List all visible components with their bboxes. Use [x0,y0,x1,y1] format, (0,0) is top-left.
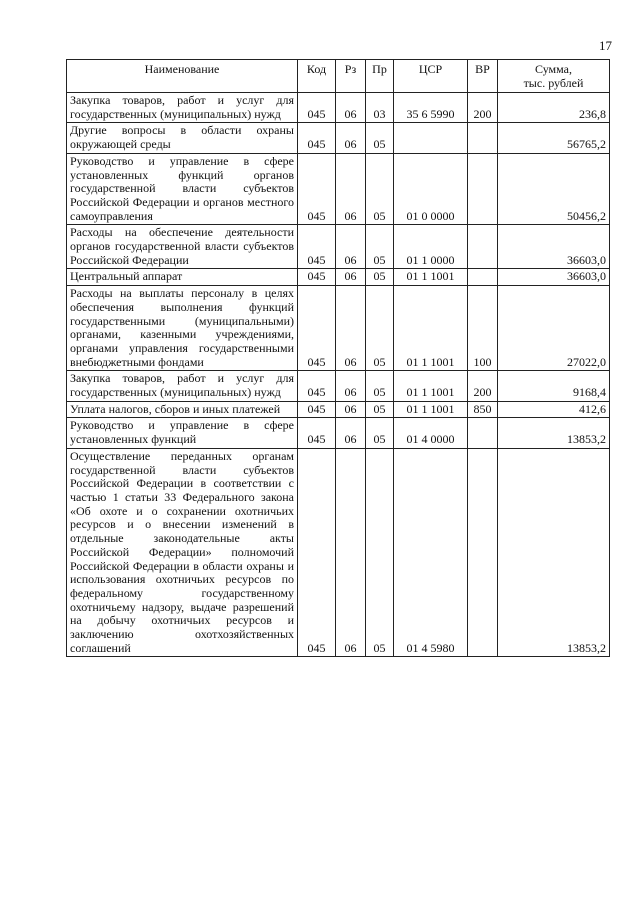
table-row [67,418,610,448]
table-row [67,448,610,657]
row-csr: 01 1 1001 [394,286,468,371]
row-pr: 03 [366,93,394,123]
row-name: Расходы на обеспечение деятельности органов государственной власти субъектов Российской Федерации [67,225,298,269]
row-vr [468,418,498,448]
row-vr [468,123,498,153]
row-sum: 412,6 [498,401,610,418]
row-pr: 05 [366,269,394,286]
row-csr: 01 4 5980 [394,448,468,657]
header-sum-line2: тыс. рублей [523,75,584,90]
row-vr [468,225,498,269]
row-csr: 01 0 0000 [394,153,468,225]
header-kod: Код [298,60,336,93]
row-rz: 06 [336,418,366,448]
row-pr: 05 [366,286,394,371]
row-csr: 01 1 1001 [394,269,468,286]
row-rz: 06 [336,371,366,401]
row-rz: 06 [336,225,366,269]
row-pr: 05 [366,448,394,657]
row-kod: 045 [298,371,336,401]
row-name: Руководство и управление в сфере установленных функций [67,418,298,448]
row-pr: 05 [366,401,394,418]
row-sum: 13853,2 [498,418,610,448]
row-sum: 27022,0 [498,286,610,371]
row-rz: 06 [336,401,366,418]
row-csr: 35 6 5990 [394,93,468,123]
table-row [67,269,610,286]
row-vr: 100 [468,286,498,371]
row-kod: 045 [298,93,336,123]
row-rz: 06 [336,93,366,123]
table-row [67,286,610,371]
row-vr [468,269,498,286]
row-kod: 045 [298,153,336,225]
row-csr [394,123,468,153]
row-kod: 045 [298,269,336,286]
row-csr: 01 1 1001 [394,401,468,418]
row-name: Расходы на выплаты персоналу в целях обеспечения выполнения функций государственными (муниципальными) органами, казенными учреждениями, органами управления государственными внебюджетными фондами [67,286,298,371]
table-row [67,401,610,418]
table-row [67,225,610,269]
row-pr: 05 [366,123,394,153]
row-pr: 05 [366,225,394,269]
header-pr: Пр [366,60,394,93]
page-number: 17 [599,38,612,53]
row-vr: 200 [468,93,498,123]
row-name: Другие вопросы в области охраны окружающей среды [67,123,298,153]
row-name: Руководство и управление в сфере установленных функций органов государственной власти субъектов Российской Федерации и органов местного самоуправления [67,153,298,225]
budget-table [66,59,610,657]
row-csr: 01 1 0000 [394,225,468,269]
header-name: Наименование [67,60,298,93]
header-sum [498,60,610,93]
row-pr: 05 [366,371,394,401]
row-kod: 045 [298,225,336,269]
row-sum: 56765,2 [498,123,610,153]
row-vr: 850 [468,401,498,418]
row-name: Закупка товаров, работ и услуг для государственных (муниципальных) нужд [67,93,298,123]
row-sum: 50456,2 [498,153,610,225]
table-row [67,123,610,153]
row-csr: 01 4 0000 [394,418,468,448]
row-sum: 236,8 [498,93,610,123]
row-name: Центральный аппарат [67,269,298,286]
row-pr: 05 [366,418,394,448]
header-rz: Рз [336,60,366,93]
row-kod: 045 [298,123,336,153]
row-sum: 9168,4 [498,371,610,401]
row-sum: 13853,2 [498,448,610,657]
header-vr: ВР [468,60,498,93]
row-rz: 06 [336,286,366,371]
table-row [67,93,610,123]
header-csr: ЦСР [394,60,468,93]
row-name: Закупка товаров, работ и услуг для государственных (муниципальных) нужд [67,371,298,401]
row-rz: 06 [336,448,366,657]
row-sum: 36603,0 [498,225,610,269]
row-kod: 045 [298,286,336,371]
row-name: Осуществление переданных органам государственной власти субъектов Российской Федерации в соответствии с частью 1 статьи 33 Федерального закона «Об охоте и о сохранении охотничьих ресурсов и о внесении изменений в отдельные законодательные акты Российской Федерации» полномочий Российской Федерации в области охраны и использования охотничьих ресурсов по федеральному государственному охотничьему надзору, выдаче разрешений на добычу охотничьих ресурсов и заключению охотхозяйственных соглашений [67,448,298,657]
row-vr: 200 [468,371,498,401]
table-row [67,371,610,401]
table-row [67,153,610,225]
row-rz: 06 [336,269,366,286]
header-sum-line1: Сумма, [535,62,572,76]
row-sum: 36603,0 [498,269,610,286]
row-vr [468,448,498,657]
row-kod: 045 [298,448,336,657]
row-pr: 05 [366,153,394,225]
row-rz: 06 [336,123,366,153]
row-csr: 01 1 1001 [394,371,468,401]
row-rz: 06 [336,153,366,225]
row-vr [468,153,498,225]
row-name: Уплата налогов, сборов и иных платежей [67,401,298,418]
row-kod: 045 [298,418,336,448]
table-header-row [67,60,610,93]
row-kod: 045 [298,401,336,418]
